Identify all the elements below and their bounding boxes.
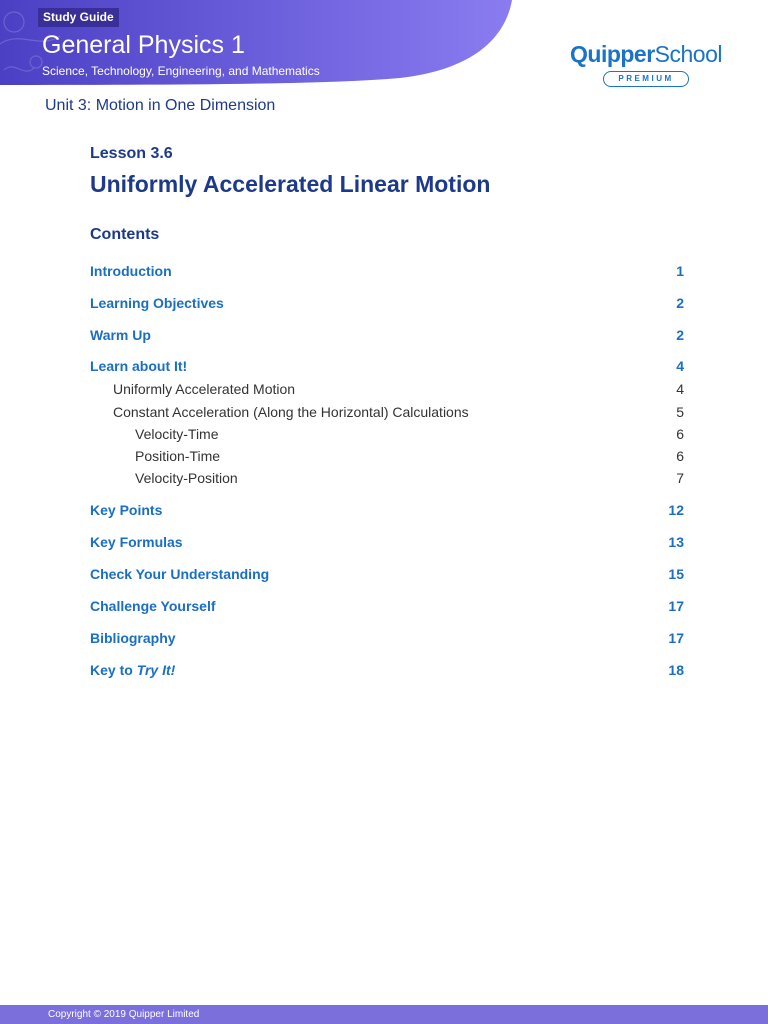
toc-item-label: Constant Acceleration (Along the Horizontal) Calculations bbox=[113, 404, 469, 420]
course-title: General Physics 1 bbox=[42, 31, 245, 59]
toc-item[interactable] bbox=[90, 532, 684, 552]
toc-item-page-number: 6 bbox=[676, 448, 684, 464]
premium-tag: PREMIUM bbox=[603, 71, 689, 87]
toc-item-page-number: 13 bbox=[668, 534, 684, 550]
toc-item-page-number: 17 bbox=[668, 598, 684, 614]
toc-item-label: Challenge Yourself bbox=[90, 598, 216, 614]
toc-item[interactable] bbox=[90, 402, 684, 422]
toc-item[interactable] bbox=[90, 379, 684, 399]
toc-item-label: Bibliography bbox=[90, 630, 176, 646]
toc-item[interactable] bbox=[90, 660, 684, 680]
toc-item[interactable] bbox=[90, 596, 684, 616]
toc-item[interactable] bbox=[90, 261, 684, 281]
toc-item[interactable] bbox=[90, 564, 684, 584]
toc-item-page-number: 5 bbox=[676, 404, 684, 420]
toc-item-page-number: 6 bbox=[676, 426, 684, 442]
toc-item-page-number: 2 bbox=[676, 327, 684, 343]
lesson-number: Lesson 3.6 bbox=[90, 145, 173, 162]
toc-item-label: Introduction bbox=[90, 263, 172, 279]
toc-item-page-number: 4 bbox=[676, 358, 684, 374]
toc-item-label: Uniformly Accelerated Motion bbox=[113, 381, 296, 397]
toc-item-label: Learning Objectives bbox=[90, 295, 224, 311]
logo-part-school: School bbox=[654, 41, 722, 67]
logo-part-quipper: Quipper bbox=[570, 41, 655, 67]
toc-item-label: Position-Time bbox=[135, 448, 221, 464]
footer-bar bbox=[0, 1005, 768, 1024]
toc-item-label: Velocity-Time bbox=[135, 426, 219, 442]
toc-item[interactable] bbox=[90, 468, 684, 488]
course-subtitle: Science, Technology, Engineering, and Mathematics bbox=[42, 64, 320, 78]
toc-item-label: Key Formulas bbox=[90, 534, 183, 550]
toc-item-page-number: 18 bbox=[668, 662, 684, 678]
toc-item-label-italic: Try It! bbox=[136, 662, 176, 678]
toc-item[interactable] bbox=[90, 446, 684, 466]
toc-item[interactable] bbox=[90, 500, 684, 520]
toc-item-label: Warm Up bbox=[90, 327, 151, 343]
toc-item[interactable] bbox=[90, 628, 684, 648]
toc-item-page-number: 4 bbox=[676, 381, 684, 397]
toc-item-page-number: 15 bbox=[668, 566, 684, 582]
toc-item-label: Learn about It! bbox=[90, 358, 188, 374]
toc-item-page-number: 17 bbox=[668, 630, 684, 646]
toc-item-label: Key Points bbox=[90, 502, 163, 518]
contents-heading: Contents bbox=[90, 226, 160, 243]
toc-item-label: Key to Try It! bbox=[90, 662, 176, 678]
toc-item[interactable] bbox=[90, 325, 684, 345]
toc-item[interactable] bbox=[90, 293, 684, 313]
toc-item-label: Velocity-Position bbox=[135, 470, 238, 486]
toc-item[interactable] bbox=[90, 356, 684, 376]
toc-item-page-number: 7 bbox=[676, 470, 684, 486]
study-guide-badge: Study Guide bbox=[38, 8, 119, 27]
toc-item-page-number: 12 bbox=[668, 502, 684, 518]
toc-item-page-number: 2 bbox=[676, 295, 684, 311]
quipper-school-logo bbox=[570, 40, 725, 90]
toc-item-page-number: 1 bbox=[676, 263, 684, 279]
lesson-title: Uniformly Accelerated Linear Motion bbox=[90, 171, 491, 197]
logo-wordmark bbox=[570, 40, 722, 68]
unit-title: Unit 3: Motion in One Dimension bbox=[45, 97, 276, 114]
toc-item[interactable] bbox=[90, 424, 684, 444]
copyright-text: Copyright © 2019 Quipper Limited bbox=[48, 1009, 200, 1020]
toc-item-label: Check Your Understanding bbox=[90, 566, 270, 582]
